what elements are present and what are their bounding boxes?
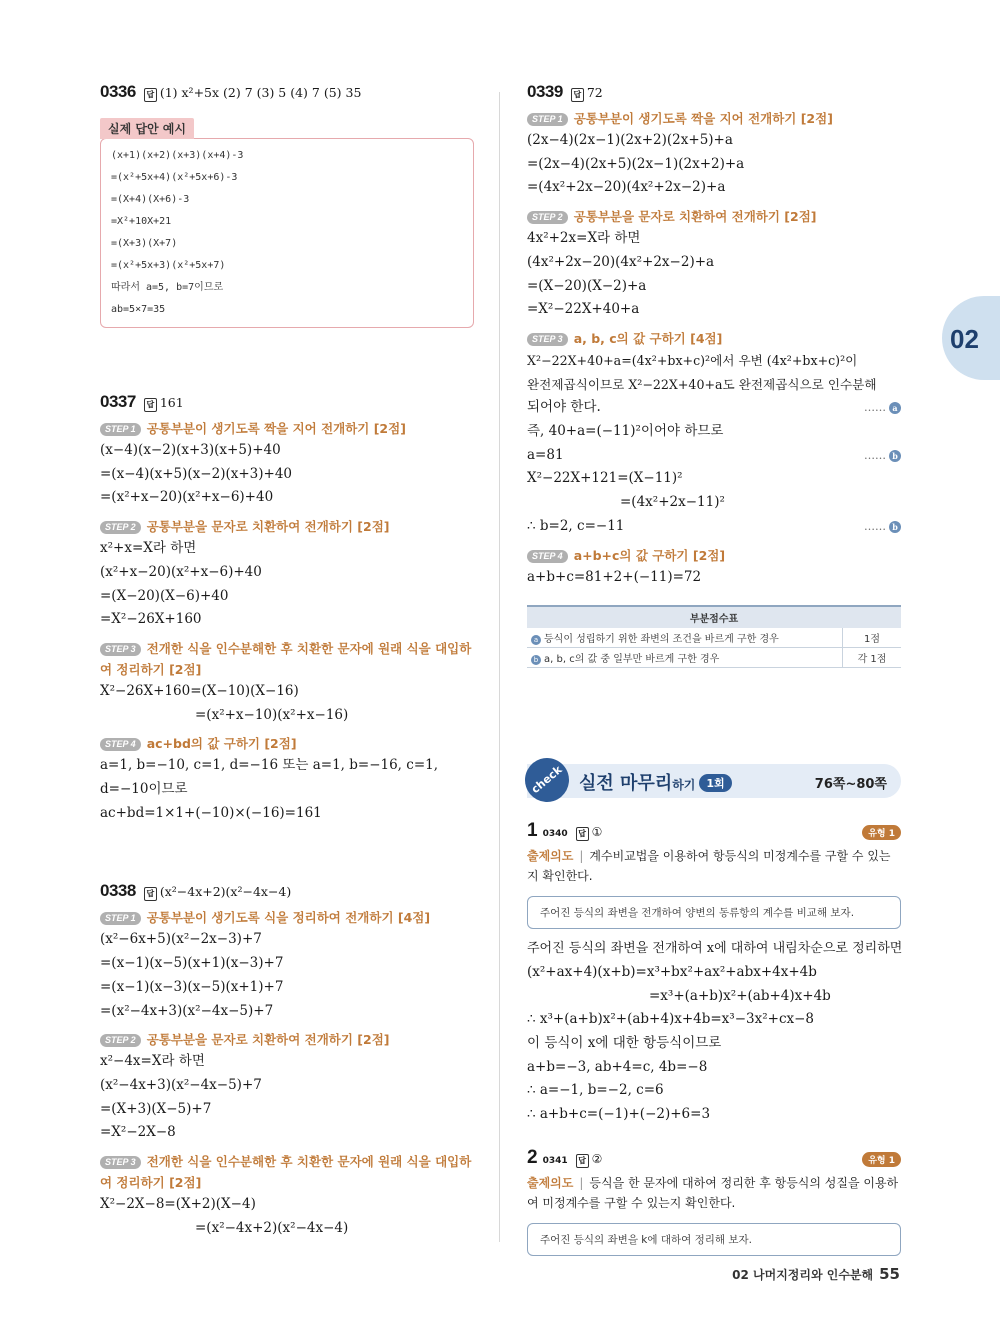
criterion-points: 각 1점 [843,648,902,668]
answer-icon: 답 [144,887,157,901]
answer-icon: 답 [576,1154,589,1168]
math-line: =X²−2X−8 [100,1124,176,1141]
step-heading [527,108,901,129]
math-line: ∴ a=−1, b=−2, c=6 [527,1082,664,1099]
step-heading [100,516,474,537]
marker-b: …… b [864,444,901,468]
math-line: (4x²+2x−20)(4x²+2x−2)+a [527,253,715,270]
step-title: 공통부분이 생기도록 짝을 지어 전개하기 [2점] [573,111,833,126]
round-badge: 1회 [699,774,731,792]
math-line: …… a 되어야 한다. [527,396,901,420]
hand-line: =(X+4)(X+6)-3 [111,194,190,205]
math-line: X²−22X+121=(X−11)² [527,470,683,487]
math-line: (x−4)(x−2)(x+3)(x+5)+40 [100,442,281,458]
step-badge: STEP 1 [100,912,141,925]
question-intent: 출제의도 | 계수비교법을 이용하여 항등식의 미정계수를 구할 수 있는지 확인한다. [527,849,891,884]
math-line: x²+x=X라 하면 [100,540,197,557]
step-title: a+b+c의 값 구하기 [2점] [573,547,726,563]
math-line: 즉, 40+a=(−11)²이어야 하므로 [527,423,724,440]
math-line: =x³+(a+b)x²+(ab+4)x+4b [649,987,831,1004]
hand-line: (x+1)(x+2)(x+3)(x+4)-3 [111,150,244,161]
column-divider [499,92,500,1242]
answer-icon: 답 [571,88,584,102]
math-line: =(x²−4x+2)(x²−4x−4) [195,1219,349,1236]
math-line: =X²−22X+40+a [527,301,640,318]
step-heading [100,638,474,680]
page-footer [732,1265,900,1283]
hand-line: =(x²+5x+3)(x²+5x+7) [111,260,226,271]
problem-number: 0337 [100,392,136,411]
criterion-points: 1점 [843,628,902,648]
math-line: =(4x²+2x−20)(4x²+2x−2)+a [527,179,726,196]
math-line: a+b+c=81+2+(−11)=72 [527,568,702,585]
score-table-header: 부분점수표 [527,606,901,628]
answer-icon: 답 [144,398,157,412]
table-row [527,648,901,668]
problem-number: 0338 [100,881,136,901]
check-badge: check [516,749,578,811]
marker-a: …… a [864,396,901,420]
math-line: (x²+x−20)(x²+x−6)+40 [100,563,262,580]
math-line: d=−10이므로 [100,781,188,798]
math-line: 주어진 등식의 좌변을 전개하여 x에 대하여 내림차순으로 정리하면 [527,941,903,957]
chapter-title: 02 나머지정리와 인수분해 [732,1268,874,1282]
sample-answer-label: 실제 답안 예시 [100,118,194,139]
math-line: X²−26X+160=(X−10)(X−16) [100,682,299,699]
hand-line: ab=5×7=35 [111,304,166,315]
problem-0337 [100,392,474,825]
step-title: ac+bd의 값 구하기 [2점] [146,736,297,752]
answer-text: ② [591,1151,603,1166]
review-page-range: 76쪽~80쪽 [814,777,887,793]
answer-text: ① [591,825,603,840]
math-line: =(x−1)(x−3)(x−5)(x+1)+7 [100,978,284,995]
math-line: (2x−4)(2x−1)(2x+2)(2x+5)+a [527,132,733,148]
hand-line: =X²+10X+21 [111,216,172,227]
chapter-number: 02 [950,324,979,354]
math-line: …… b ∴ b=2, c=−11 [527,515,901,539]
math-line: …… b a=81 [527,444,901,468]
math-line: X²−22X+40+a=(4x²+bx+c)²에서 우변 (4x²+bx+c)²이 [527,352,858,368]
math-line: ∴ a+b+c=(−1)+(−2)+6=3 [527,1106,711,1123]
type-badge: 유형 1 [862,1152,901,1167]
step-heading [527,206,901,227]
math-line: =(X−20)(X−2)+a [527,277,647,294]
math-line: =(x−1)(x−5)(x+1)(x−3)+7 [100,955,284,972]
step-badge: STEP 3 [527,333,568,346]
problem-0338 [100,881,474,1240]
math-line: ∴ x³+(a+b)x²+(ab+4)x+4b=x³−3x²+cx−8 [527,1011,815,1028]
step-badge: STEP 1 [100,423,141,436]
criterion-letter: a [531,635,541,645]
math-line: =X²−26X+160 [100,611,202,628]
question-number: 1 [527,820,538,842]
math-line: =(x²+x−10)(x²+x−16) [195,706,349,723]
answer-text: 161 [159,395,184,410]
problem-0336 [100,82,474,328]
question-1 [527,820,901,1127]
answer-icon: 답 [144,88,157,102]
math-line: =(x²−4x+3)(x²−4x−5)+7 [100,1002,274,1019]
answer-text: (x²−4x+2)(x²−4x−4) [159,884,292,900]
math-line: 이 등식이 x에 대한 항등식이므로 [527,1035,722,1052]
math-line: =(x−4)(x+5)(x−2)(x+3)+40 [100,465,292,482]
problem-number: 0336 [100,82,136,101]
answer-text: (1) x²+5x (2) 7 (3) 5 (4) 7 (5) 35 [159,85,362,100]
marker-b: …… b [864,515,901,539]
table-row [527,628,901,648]
step-title: 전개한 식을 인수분해한 후 치환한 문자에 원래 식을 대입하여 정리하기 [2점] [100,640,472,677]
step-heading [100,1151,474,1193]
step-heading [527,328,901,349]
step-title: 공통부분을 문자로 치환하여 전개하기 [2점] [146,1032,390,1048]
sample-answer-box [100,138,474,328]
question-intent: 출제의도 | 등식을 한 문자에 대하여 정리한 후 항등식의 성질을 이용하여 미정계수를 구할 수 있는지 확인한다. [527,1175,899,1210]
math-line: a=1, b=−10, c=1, d=−16 또는 a=1, b=−16, c=1, [100,757,439,774]
type-badge: 유형 1 [862,825,901,840]
partial-score-table [527,605,901,668]
question-code: 0340 [542,829,568,840]
hand-line: 따라서 a=5, b=7이므로 [111,282,224,293]
math-line: =(4x²+2x−11)² [620,494,725,511]
step-title: 전개한 식을 인수분해한 후 치환한 문자에 원래 식을 대입하여 정리하기 [2점] [100,1154,472,1191]
step-title: 공통부분을 문자로 치환하여 전개하기 [2점] [146,519,390,535]
math-line: =(x²+x−20)(x²+x−6)+40 [100,489,274,506]
review-section-bar [527,764,901,798]
chapter-side-tab [942,296,1000,380]
problem-number: 0339 [527,82,563,101]
step-badge: STEP 4 [527,550,568,563]
right-column [527,82,901,1264]
answer-text: 72 [586,85,603,100]
step-title: 공통부분을 문자로 치환하여 전개하기 [2점] [573,209,817,225]
answer-icon: 답 [576,827,589,841]
question-code: 0341 [542,1155,568,1166]
step-title: 공통부분이 생기도록 식을 정리하여 전개하기 [4점] [146,910,431,926]
math-line: =(X+3)(X−5)+7 [100,1100,212,1117]
math-line: 4x²+2x=X라 하면 [527,230,641,247]
math-line: (x²+ax+4)(x+b)=x³+bx²+ax²+abx+4x+4b [527,963,817,980]
hint-box: 주어진 등식의 좌변을 k에 대하여 정리해 보자. [527,1223,901,1256]
math-line: =(X−20)(X−6)+40 [100,587,229,604]
math-line: X²−2X−8=(X+2)(X−4) [100,1196,256,1213]
hand-line: =(X+3)(X+7) [111,238,178,249]
step-heading [527,545,901,566]
math-line: (x²−6x+5)(x²−2x−3)+7 [100,931,262,948]
step-badge: STEP 2 [100,521,141,534]
step-badge: STEP 2 [527,211,568,224]
hint-box: 주어진 등식의 좌변을 전개하여 양변의 동류항의 계수를 비교해 보자. [527,896,901,929]
page-number: 55 [879,1265,900,1283]
math-line: (x²−4x+3)(x²−4x−5)+7 [100,1076,262,1093]
math-line: ac+bd=1×1+(−10)×(−16)=161 [100,804,322,821]
step-heading [100,733,474,754]
step-heading [100,907,474,928]
step-badge: STEP 3 [100,1156,141,1169]
math-line: x²−4x=X라 하면 [100,1053,205,1070]
question-2 [527,1147,901,1256]
math-line: =(2x−4)(2x+5)(2x−1)(2x+2)+a [527,155,745,172]
step-heading [100,1029,474,1050]
step-badge: STEP 1 [527,113,568,126]
criterion-desc: a, b, c의 값 중 일부만 바르게 구한 경우 [544,654,720,666]
step-title: a, b, c의 값 구하기 [4점] [573,330,723,346]
hand-line: =(x²+5x+4)(x²+5x+6)-3 [111,172,238,183]
review-title: 실전 마무리하기 1회 [579,769,732,795]
step-badge: STEP 2 [100,1034,141,1047]
step-heading [100,418,474,439]
math-line: 완전제곱식이므로 X²−22X+40+a도 완전제곱식으로 인수분해 [527,376,877,392]
step-title: 공통부분이 생기도록 짝을 지어 전개하기 [2점] [146,421,406,436]
criterion-desc: 등식이 성립하기 위한 좌변의 조건을 바르게 구한 경우 [544,634,779,646]
criterion-letter: b [531,655,541,665]
step-badge: STEP 3 [100,643,141,656]
left-column [100,82,474,1240]
step-badge: STEP 4 [100,738,141,751]
problem-0339 [527,82,901,668]
math-line: a+b=−3, ab+4=c, 4b=−8 [527,1058,708,1075]
question-number: 2 [527,1146,538,1168]
